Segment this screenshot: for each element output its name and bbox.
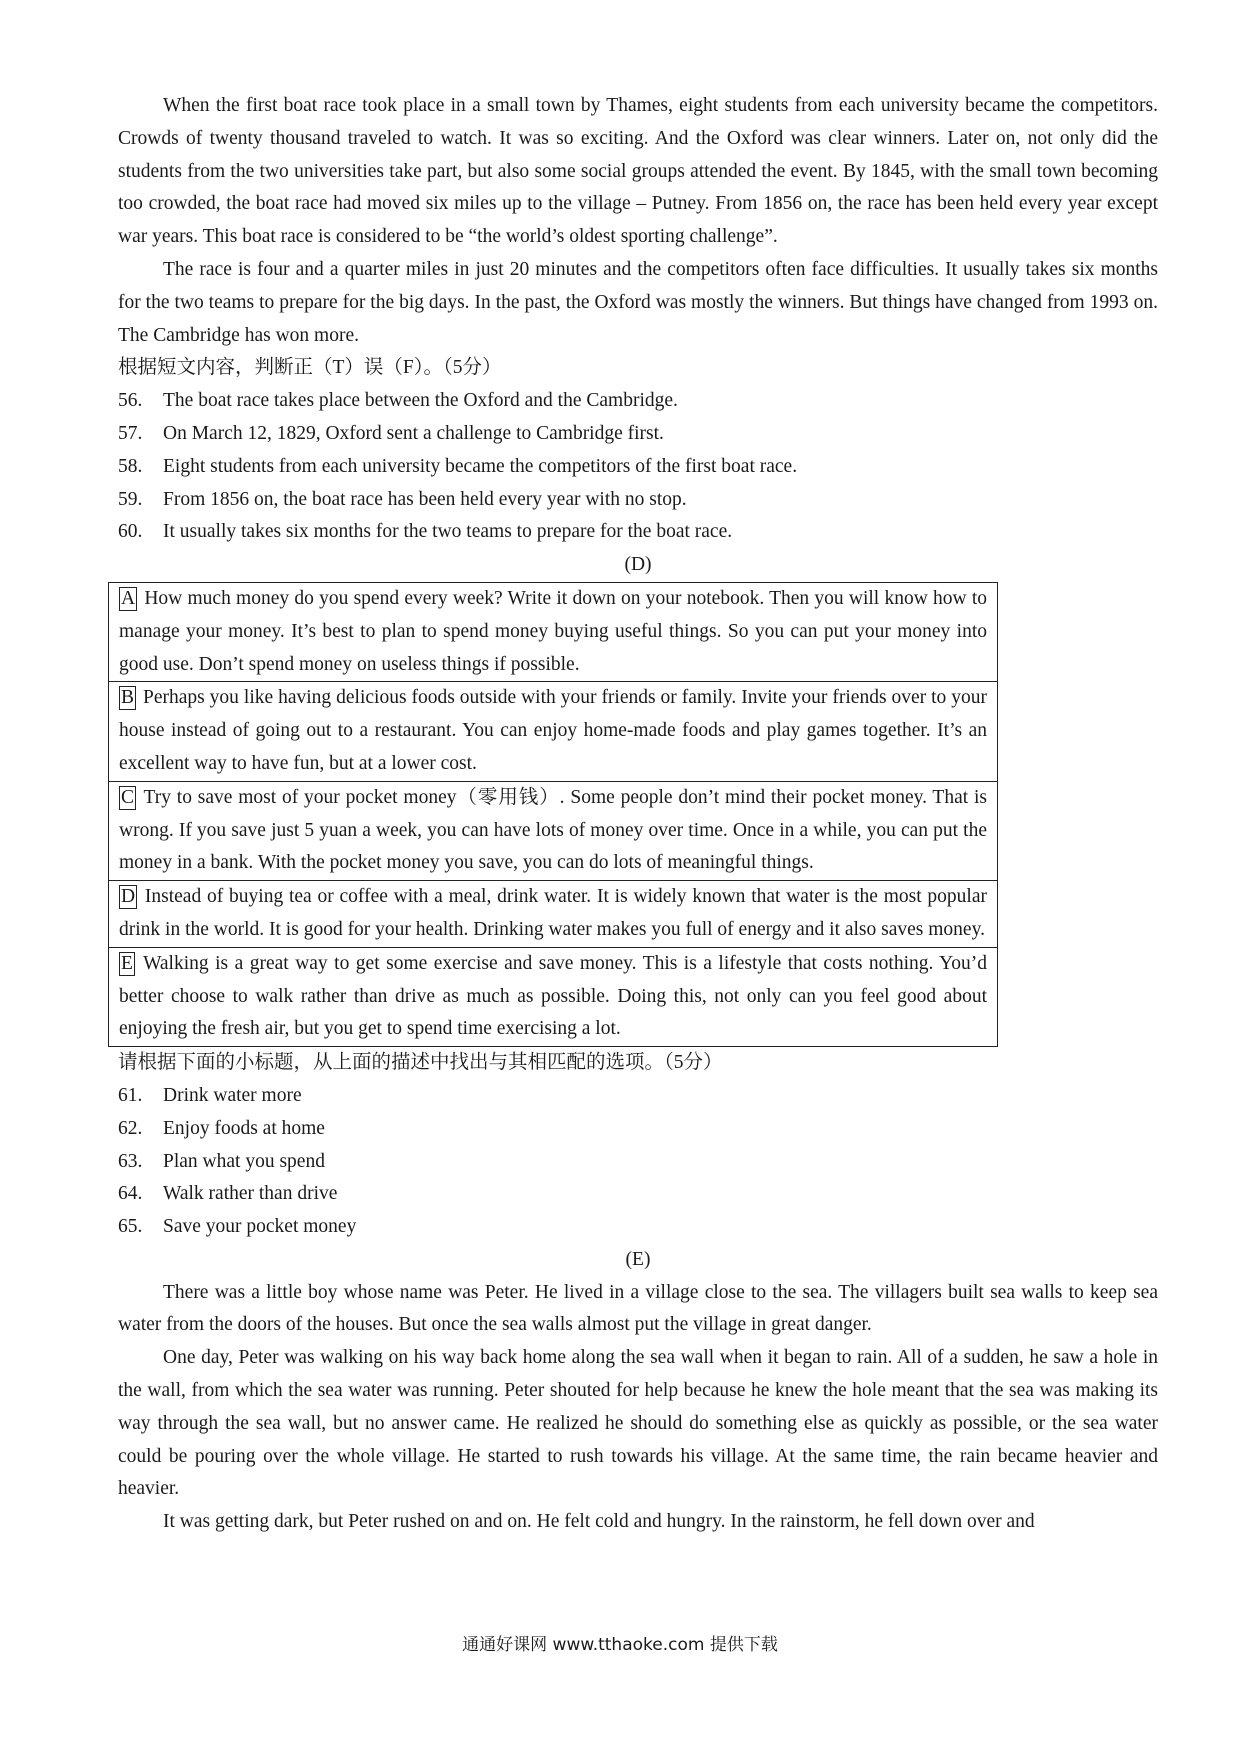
option-letter: B [121,687,135,709]
page-footer: 通通好课网 www.tthaoke.com 提供下载 [462,1635,778,1655]
true-false-questions [118,385,1158,549]
question-59: 59. From 1856 on, the boat race has been held every year with no stop. [118,488,687,510]
option-text: Perhaps you like having delicious foods outside with your friends or family. Invite your friends over to your house instead of going out to a restaurant. You can enjoy home-made foods and play games together. It’s an excellent way to have fun, but at a lower cost. [119,687,987,774]
exam-page [118,90,1158,1539]
question-61: 61. Drink water more [118,1084,302,1106]
option-text: Walking is a great way to get some exercise and save money. This is a lifestyle that costs nothing. You’d better choose to walk rather than drive as much as possible. Doing this, not only can you feel good about enjoying the fresh air, but you get to spend time exercising a lot. [119,952,987,1040]
section-e-heading: (E) [625,1248,651,1270]
option-letter: C [121,786,135,808]
passage-e-paragraph-1: There was a little boy whose name was Peter. He lived in a village close to the sea. The villagers built sea walls to keep sea water from the doors of the houses. But once the sea walls almost put the village in great danger. [118,1281,1158,1336]
option-text: How much money do you spend every week? Write it down on your notebook. Then you will know how to manage your money. It’s best to plan to spend money buying useful things. So you can put your money into good use. Don’t spend money on useless things if possible. [119,587,988,675]
passage-e-paragraph-2: One day, Peter was walking on his way back home along the sea wall when it began to rain. All of a sudden, he saw a hole in the wall, from which the sea water was running. Peter shouted for help because he knew the hole meant that the sea was making its way through the sea wall, but no answer came. He realized he should do something else as quickly as possible, or the sea water could be pouring over the whole village. He started to rush towards his village. At the same time, the rain became heavier and heavier. [118,1347,1158,1500]
question-60: 60. It usually takes six months for the two teams to prepare for the boat race. [118,521,733,543]
question-63: 63. Plan what you spend [118,1150,325,1172]
question-57: 57. On March 12, 1829, Oxford sent a challenge to Cambridge first. [118,422,664,444]
question-56: 56. The boat race takes place between the Oxford and the Cambridge. [118,390,678,412]
section-d-heading: (D) [624,554,652,576]
matching-options-table [108,582,998,1047]
option-a [109,583,997,681]
passage-c-paragraph-2: The race is four and a quarter miles in just 20 minutes and the competitors often face difficulties. It usually takes six months for the two teams to prepare for the big days. In the past, the Oxford was mostly the winners. But things have changed from 1993 on. The Cambridge has won more. [118,258,1158,346]
matching-questions [118,1080,1158,1244]
option-text: Try to save most of your pocket money（零用钱）. Some people don’t mind their pocket money. That is wrong. If you save just 5 yuan a week, you can have lots of money over time. Once in a while, you can put the money in a bank. With the pocket money you save, you can do lots of meaningful things. [119,786,987,874]
true-false-instruction: 根据短文内容，判断正（T）误（F）。（5分） [118,357,502,379]
option-letter: E [121,952,133,974]
option-d [109,880,997,947]
passage-c-paragraph-1: When the first boat race took place in a small town by Thames, eight students from each university became the competitors. Crowds of twenty thousand traveled to watch. It was so exciting. And the Oxford was clear winners. Later on, not only did the students from the two universities take part, but also some social groups attended the event. By 1845, with the small town becoming too crowded, the boat race had moved six miles up to the village – Putney. From 1856 on, the race has been held every year except war years. This boat race is considered to be “the world’s oldest sporting challenge”. [118,95,1158,248]
option-letter: A [121,587,136,609]
question-58: 58. Eight students from each university became the competitors of the first boat race. [118,455,798,477]
option-text: Instead of buying tea or coffee with a meal, drink water. It is widely known that water is the most popular drink in the world. It is good for your health. Drinking water makes you full of energy and it also saves money. [119,886,988,940]
question-64: 64. Walk rather than drive [118,1183,338,1205]
question-62: 62. Enjoy foods at home [118,1117,325,1139]
option-letter: D [121,886,136,908]
matching-instruction: 请根据下面的小标题，从上面的描述中找出与其相匹配的选项。（5分） [118,1052,723,1074]
option-b [109,681,997,780]
option-c [109,781,997,880]
passage-e-paragraph-3: It was getting dark, but Peter rushed on and on. He felt cold and hungry. In the rainstorm, he fell down over and [163,1511,1035,1533]
question-65: 65. Save your pocket money [118,1216,357,1238]
option-e [109,947,997,1046]
